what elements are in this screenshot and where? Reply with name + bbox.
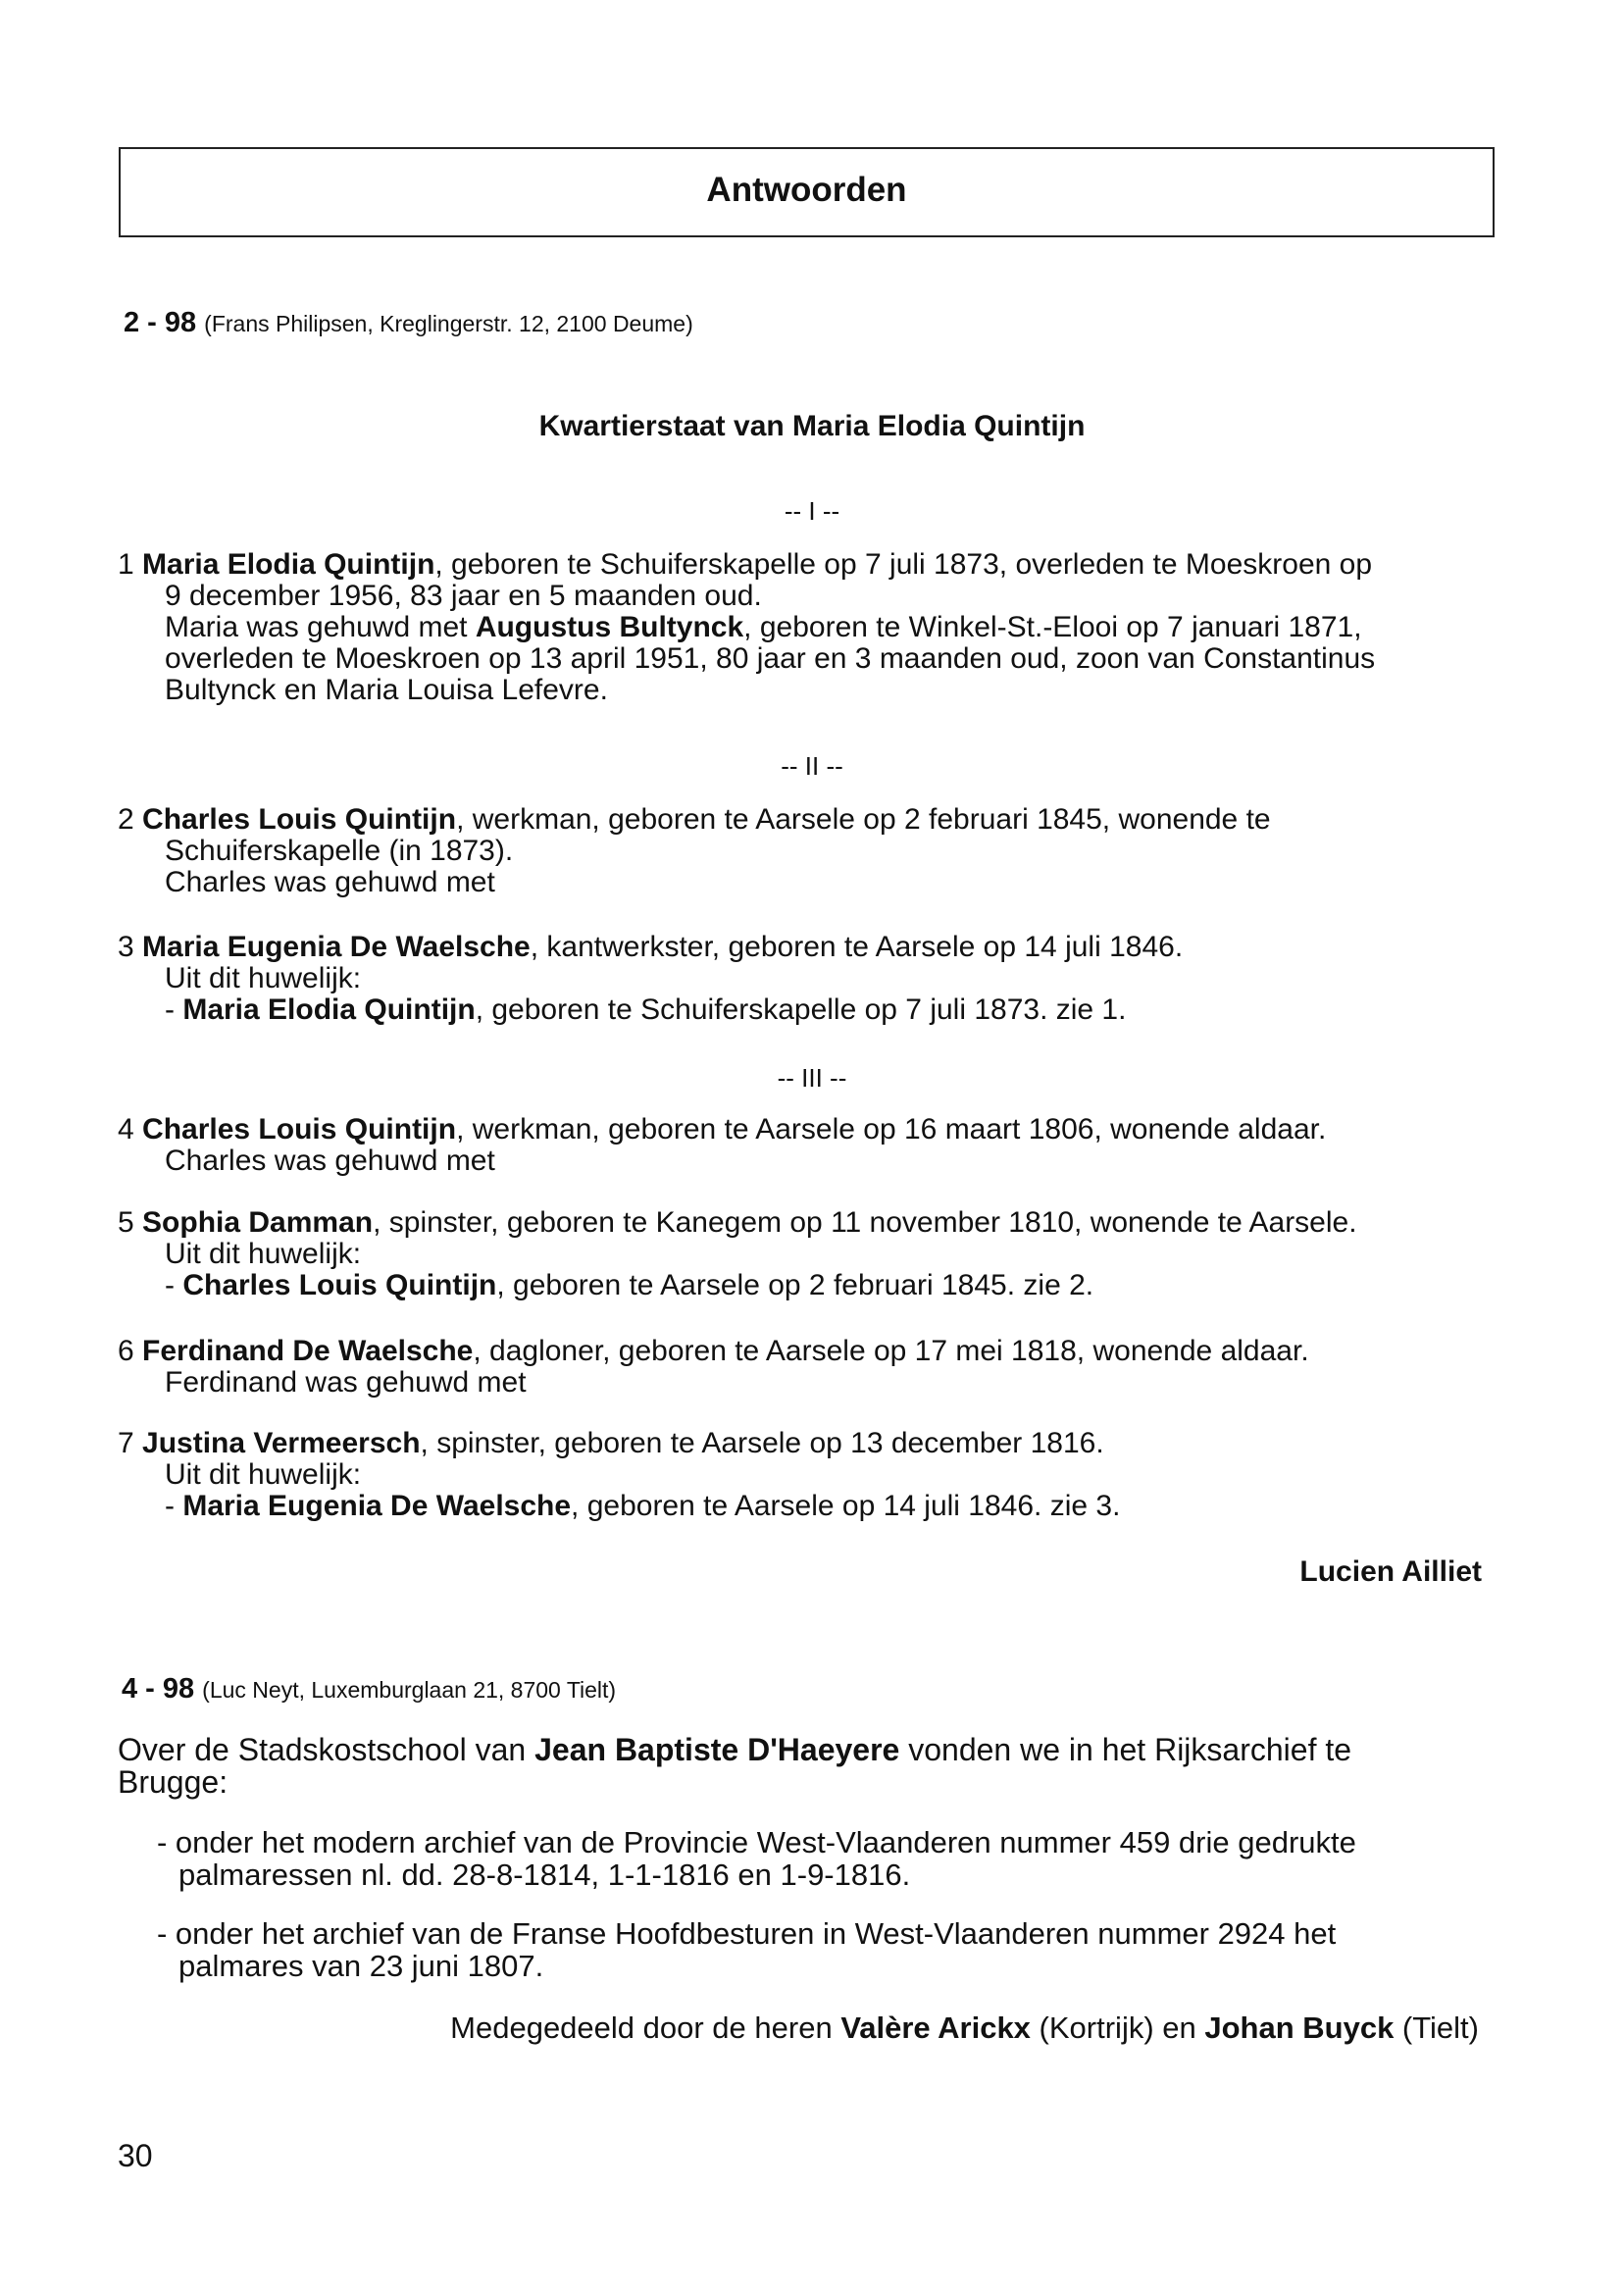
person-name: Justina Vermeersch — [142, 1427, 421, 1459]
section-title: Antwoorden — [706, 171, 907, 209]
entry-number: 2 — [118, 803, 134, 836]
person-name: Sophia Damman — [142, 1206, 374, 1239]
person-name: Johan Buyck — [1204, 2011, 1395, 2045]
entry-text: Uit dit huwelijk: — [165, 1458, 362, 1491]
list-item-text: - onder het archief van de Franse Hoofdbesturen in West-Vlaanderen nummer 2924 het — [157, 1916, 1337, 1951]
question-number: 2 - 98 — [124, 307, 197, 338]
entry-text: , geboren te Winkel-St.-Elooi op 7 januari 1871, — [743, 611, 1362, 643]
person-name: Jean Baptiste D'Haeyere — [534, 1732, 900, 1767]
credit-text: Medegedeeld door de heren — [450, 2011, 841, 2045]
question-heading — [124, 307, 693, 339]
entry-text: , kantwerkster, geboren te Aarsele op 14 juli 1846. — [530, 931, 1184, 963]
child-name: Charles Louis Quintijn — [182, 1269, 497, 1301]
entry-text: , spinster, geboren te Aarsele op 13 december 1816. — [420, 1427, 1104, 1459]
entry-text: Ferdinand was gehuwd met — [165, 1366, 527, 1399]
person-name: Maria Eugenia De Waelsche — [142, 931, 531, 963]
spouse-name: Augustus Bultynck — [475, 611, 744, 643]
list-item — [157, 1917, 1471, 1982]
list-item-text: - onder het modern archief van de Provincie West-Vlaanderen nummer 459 drie gedrukte — [157, 1825, 1356, 1859]
child-name: Maria Elodia Quintijn — [182, 993, 476, 1026]
entry-text: - — [165, 1269, 183, 1301]
entry-text: 9 december 1956, 83 jaar en 5 maanden oud. — [165, 580, 762, 612]
entry-text: , geboren te Schuiferskapelle op 7 juli 1873. zie 1. — [475, 993, 1127, 1026]
list-item-text: palmares van 23 juni 1807. — [178, 1949, 544, 1983]
entry-text: Uit dit huwelijk: — [165, 1238, 362, 1270]
generation-separator-2: -- II -- — [781, 751, 843, 781]
entry-text: , dagloner, geboren te Aarsele op 17 mei 1818, wonende aldaar. — [473, 1335, 1309, 1367]
generation-separator-1: -- I -- — [784, 496, 840, 526]
credit-text: (Kortrijk) en — [1030, 2011, 1205, 2045]
question-number: 4 - 98 — [122, 1673, 195, 1705]
entry-text: , geboren te Aarsele op 2 februari 1845. zie 2. — [496, 1269, 1094, 1301]
credit-text: (Tielt) — [1394, 2011, 1479, 2045]
credit-line — [450, 2011, 1479, 2046]
answer-signature: Lucien Ailliet — [1299, 1555, 1482, 1588]
question-author: (Frans Philipsen, Kreglingerstr. 12, 2100 Deume) — [204, 311, 693, 336]
entry-number: 1 — [118, 548, 134, 581]
pedigree-entry-1 — [118, 549, 1491, 706]
paragraph-text: Over de Stadskostschool van — [118, 1732, 535, 1767]
person-name: Charles Louis Quintijn — [142, 1113, 457, 1146]
person-name: Ferdinand De Waelsche — [142, 1335, 474, 1367]
generation-separator-3: -- III -- — [777, 1063, 847, 1093]
list-item-text: palmaressen nl. dd. 28-8-1814, 1-1-1816 en 1-9-1816. — [178, 1858, 911, 1892]
pedigree-entry-5 — [118, 1207, 1491, 1301]
entry-text: Maria was gehuwd met — [165, 611, 476, 643]
pedigree-entry-7 — [118, 1428, 1491, 1522]
person-name: Valère Arickx — [840, 2011, 1031, 2045]
pedigree-entry-4 — [118, 1114, 1491, 1177]
pedigree-title: Kwartierstaat van Maria Elodia Quintijn — [538, 410, 1086, 442]
entry-number: 6 — [118, 1335, 134, 1367]
page-number: 30 — [118, 2138, 153, 2173]
child-name: Maria Eugenia De Waelsche — [182, 1490, 572, 1522]
entry-number: 7 — [118, 1427, 134, 1459]
paragraph-text: Brugge: — [118, 1764, 228, 1800]
person-name: Maria Elodia Quintijn — [142, 548, 435, 581]
question-author: (Luc Neyt, Luxemburglaan 21, 8700 Tielt) — [202, 1677, 617, 1703]
pedigree-entry-2 — [118, 804, 1491, 898]
list-item — [157, 1826, 1471, 1891]
entry-text: Uit dit huwelijk: — [165, 962, 362, 994]
entry-text: overleden te Moeskroen op 13 april 1951, 80 jaar en 3 maanden oud, zoon van Constantinus — [165, 642, 1376, 675]
entry-text: , werkman, geboren te Aarsele op 2 februari 1845, wonende te — [456, 803, 1271, 836]
entry-text: Schuiferskapelle (in 1873). — [165, 835, 514, 867]
section-header-box — [119, 147, 1495, 237]
entry-text: - — [165, 1490, 183, 1522]
entry-text: , werkman, geboren te Aarsele op 16 maart 1806, wonende aldaar. — [456, 1113, 1327, 1146]
person-name: Charles Louis Quintijn — [142, 803, 457, 836]
entry-text: , spinster, geboren te Kanegem op 11 november 1810, wonende te Aarsele. — [373, 1206, 1357, 1239]
entry-text: Bultynck en Maria Louisa Lefevre. — [165, 674, 608, 706]
entry-text: , geboren te Schuiferskapelle op 7 juli 1873, overleden te Moeskroen op — [434, 548, 1373, 581]
entry-text: Charles was gehuwd met — [165, 866, 495, 898]
question-heading — [122, 1673, 616, 1706]
entry-text: Charles was gehuwd met — [165, 1145, 495, 1177]
paragraph-text: vonden we in het Rijksarchief te — [899, 1732, 1352, 1767]
entry-text: - — [165, 993, 183, 1026]
pedigree-entry-3 — [118, 932, 1491, 1026]
pedigree-entry-6 — [118, 1336, 1491, 1399]
entry-number: 5 — [118, 1206, 134, 1239]
answer-paragraph — [118, 1734, 1432, 1799]
entry-text: , geboren te Aarsele op 14 juli 1846. zie 3. — [571, 1490, 1121, 1522]
entry-number: 3 — [118, 931, 134, 963]
entry-number: 4 — [118, 1113, 134, 1146]
